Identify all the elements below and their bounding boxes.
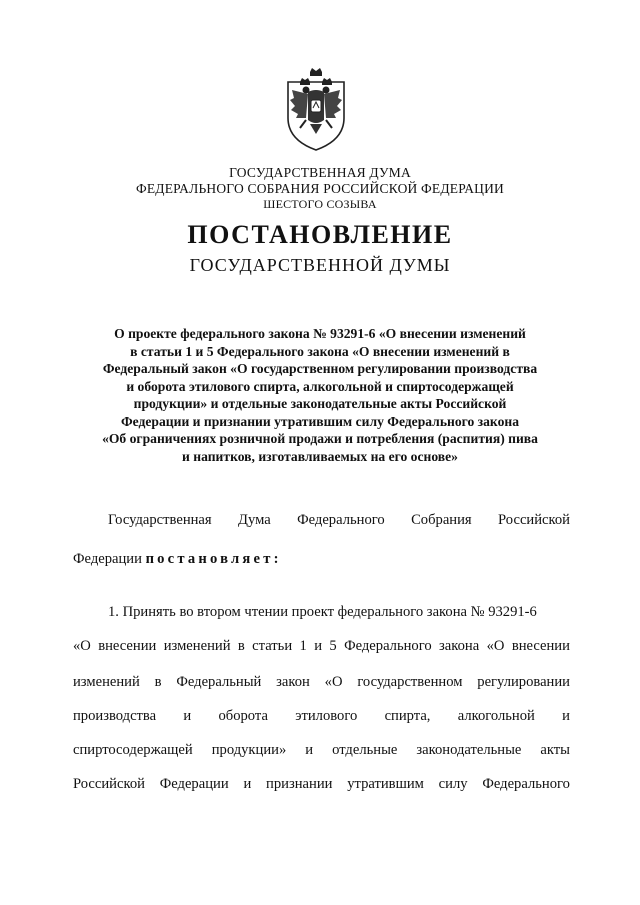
paragraph1-line <box>73 742 570 759</box>
word: в <box>237 638 245 654</box>
subject-line: и оборота этилового спирта, алкогольной и спиртосодержащей <box>126 378 514 394</box>
document-title: ПОСТАНОВЛЕНИЕ <box>187 220 453 249</box>
word: признании <box>266 776 333 792</box>
word: «О <box>486 638 505 654</box>
preamble-line2 <box>73 551 282 568</box>
word: алкогольной <box>457 708 535 724</box>
word: 5 <box>329 638 337 654</box>
document-subtitle: ГОСУДАРСТВЕННОЙ ДУМЫ <box>189 255 451 275</box>
org-name-line1: ГОСУДАРСТВЕННАЯ ДУМА <box>229 165 411 180</box>
word: Федерации <box>159 776 229 792</box>
word: 1 <box>299 638 307 654</box>
subject-line: и напитков, изготавливаемых на его основе» <box>182 448 458 464</box>
word: Российской <box>73 776 145 792</box>
word: спирта, <box>384 708 431 724</box>
word: и <box>562 708 570 724</box>
word: Федерального <box>344 638 432 654</box>
word: и <box>314 638 323 654</box>
word: производства <box>73 708 157 724</box>
word: и <box>243 776 252 792</box>
word: изменений <box>163 638 231 654</box>
word: изменений <box>73 674 140 690</box>
word: спиртосодержащей <box>73 742 193 758</box>
word: «О <box>73 638 91 654</box>
subject-line: О проекте федерального закона № 93291-6 «О внесении изменений <box>114 326 526 341</box>
word: акты <box>540 742 570 758</box>
preamble-line1 <box>108 512 570 529</box>
word: Федерального <box>482 776 570 792</box>
word: и <box>305 742 314 758</box>
preamble-word: Дума <box>238 512 271 528</box>
word: отдельные <box>332 742 398 758</box>
subject-line: «Об ограничениях розничной продажи и потребления (распития) пива <box>102 431 538 446</box>
word: силу <box>438 776 468 792</box>
word: законодательные <box>416 742 522 758</box>
subject-line: в статьи 1 и 5 Федерального закона «О внесении изменений в <box>130 343 510 359</box>
paragraph1-line <box>73 638 570 655</box>
preamble-word: Российской <box>498 512 570 528</box>
word: закона <box>439 638 480 654</box>
preamble-word: Федерального <box>297 512 385 528</box>
word: утратившим <box>347 776 424 792</box>
word: закон <box>276 674 310 690</box>
word: «О <box>324 674 343 690</box>
word: этилового <box>295 708 358 724</box>
preamble-line2-prefix: Федерации <box>73 551 146 567</box>
word: и <box>183 708 192 724</box>
word: регулировании <box>477 674 570 690</box>
word: внесении <box>98 638 157 654</box>
resolves-keyword: постановляет: <box>145 551 282 567</box>
word: оборота <box>218 708 268 724</box>
word: внесении <box>511 638 570 654</box>
word: государственном <box>357 674 463 690</box>
preamble-word: Собрания <box>411 512 472 528</box>
convocation-line: ШЕСТОГО СОЗЫВА <box>263 197 377 211</box>
paragraph1-line <box>73 776 570 793</box>
word: Федеральный <box>176 674 262 690</box>
word: продукции» <box>211 742 287 758</box>
org-name-line2: ФЕДЕРАЛЬНОГО СОБРАНИЯ РОССИЙСКОЙ ФЕДЕРАЦИИ <box>136 181 504 196</box>
resolution-subject <box>84 325 556 465</box>
subject-line: Федеральный закон «О государственном регулировании производства <box>102 361 538 376</box>
paragraph1-line <box>73 674 570 691</box>
paragraph1-line <box>73 708 570 725</box>
word: статьи <box>252 638 293 654</box>
subject-line: продукции» и отдельные законодательные акты Российской <box>133 396 507 411</box>
coat-of-arms-icon <box>276 68 356 154</box>
word: в <box>154 674 162 690</box>
preamble-word: Государственная <box>108 512 212 528</box>
paragraph1-first-line: 1. Принять во втором чтении проект федерального закона № 93291-6 <box>108 604 537 620</box>
subject-line: Федерации и признании утратившим силу Федерального закона <box>120 413 519 429</box>
